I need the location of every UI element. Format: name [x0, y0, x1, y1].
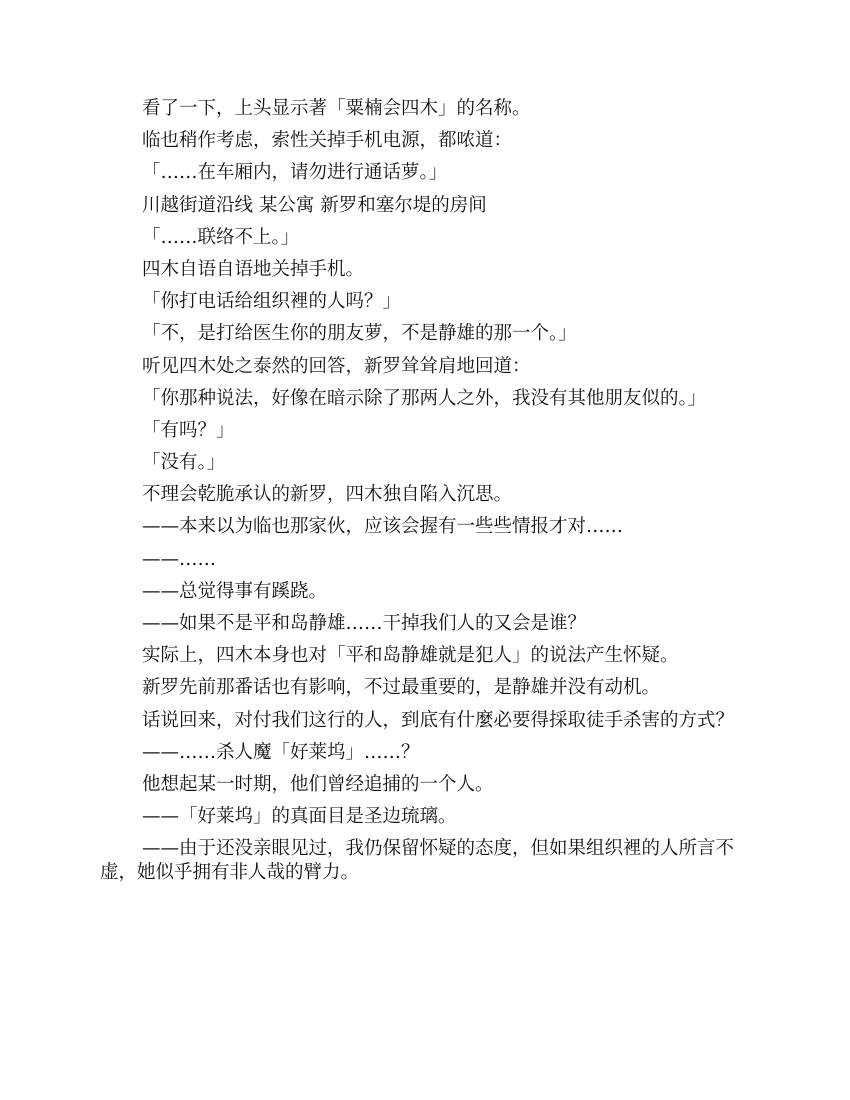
paragraph: 临也稍作考虑，索性关掉手机电源，都哝道：: [142, 130, 513, 152]
paragraph: ——……: [142, 548, 216, 570]
paragraph: ——「好莱坞」的真面目是圣边琉璃。: [142, 806, 457, 828]
paragraph: 四木自语自语地关掉手机。: [142, 258, 365, 280]
paragraph: 他想起某一时期，他们曾经追捕的一个人。: [142, 773, 494, 795]
paragraph: 川越街道沿线 某公寓 新罗和塞尔堤的房间: [142, 194, 487, 216]
paragraph: 听见四木处之泰然的回答，新罗耸耸肩地回道：: [142, 355, 531, 377]
paragraph: 「没有。」: [142, 452, 226, 474]
paragraph: 「你打电话给组织裡的人吗？」: [142, 291, 402, 313]
paragraph: 话说回来，对付我们这行的人，到底有什麼必要得採取徒手杀害的方式？: [142, 709, 735, 731]
paragraph: 「……在车厢内，请勿进行通话萝。」: [142, 162, 448, 184]
paragraph: 「有吗？」: [142, 419, 235, 441]
paragraph: 看了一下，上头显示著「粟楠会四木」的名称。: [142, 98, 531, 119]
paragraph: ——总觉得事有蹊跷。: [142, 580, 328, 602]
paragraph: ——由于还没亲眼见过，我仍保留怀疑的态度，但如果组织裡的人所言不虚，她似乎拥有非人哉的臂力。: [100, 838, 735, 884]
paragraph: ——本来以为临也那家伙，应该会握有一些些情报才对……: [142, 516, 624, 538]
paragraph: 实际上，四木本身也对「平和岛静雄就是犯人」的说法产生怀疑。: [142, 645, 679, 667]
paragraph: 「你那种说法，好像在暗示除了那两人之外，我没有其他朋友似的。」: [142, 387, 707, 409]
paragraph: 「……联络不上。」: [142, 226, 300, 248]
paragraph: ——……杀人魔「好莱坞」……？: [142, 741, 420, 763]
paragraph: 「不，是打给医生你的朋友萝，不是静雄的那一个。」: [142, 323, 577, 345]
paragraph: ——如果不是平和岛静雄……干掉我们人的又会是谁？: [142, 613, 587, 634]
body-text: [100, 97, 745, 894]
paragraph: 不理会乾脆承认的新罗，四木独自陷入沉思。: [142, 484, 513, 506]
paragraph: 新罗先前那番话也有影响，不过最重要的，是静雄并没有动机。: [142, 677, 661, 699]
